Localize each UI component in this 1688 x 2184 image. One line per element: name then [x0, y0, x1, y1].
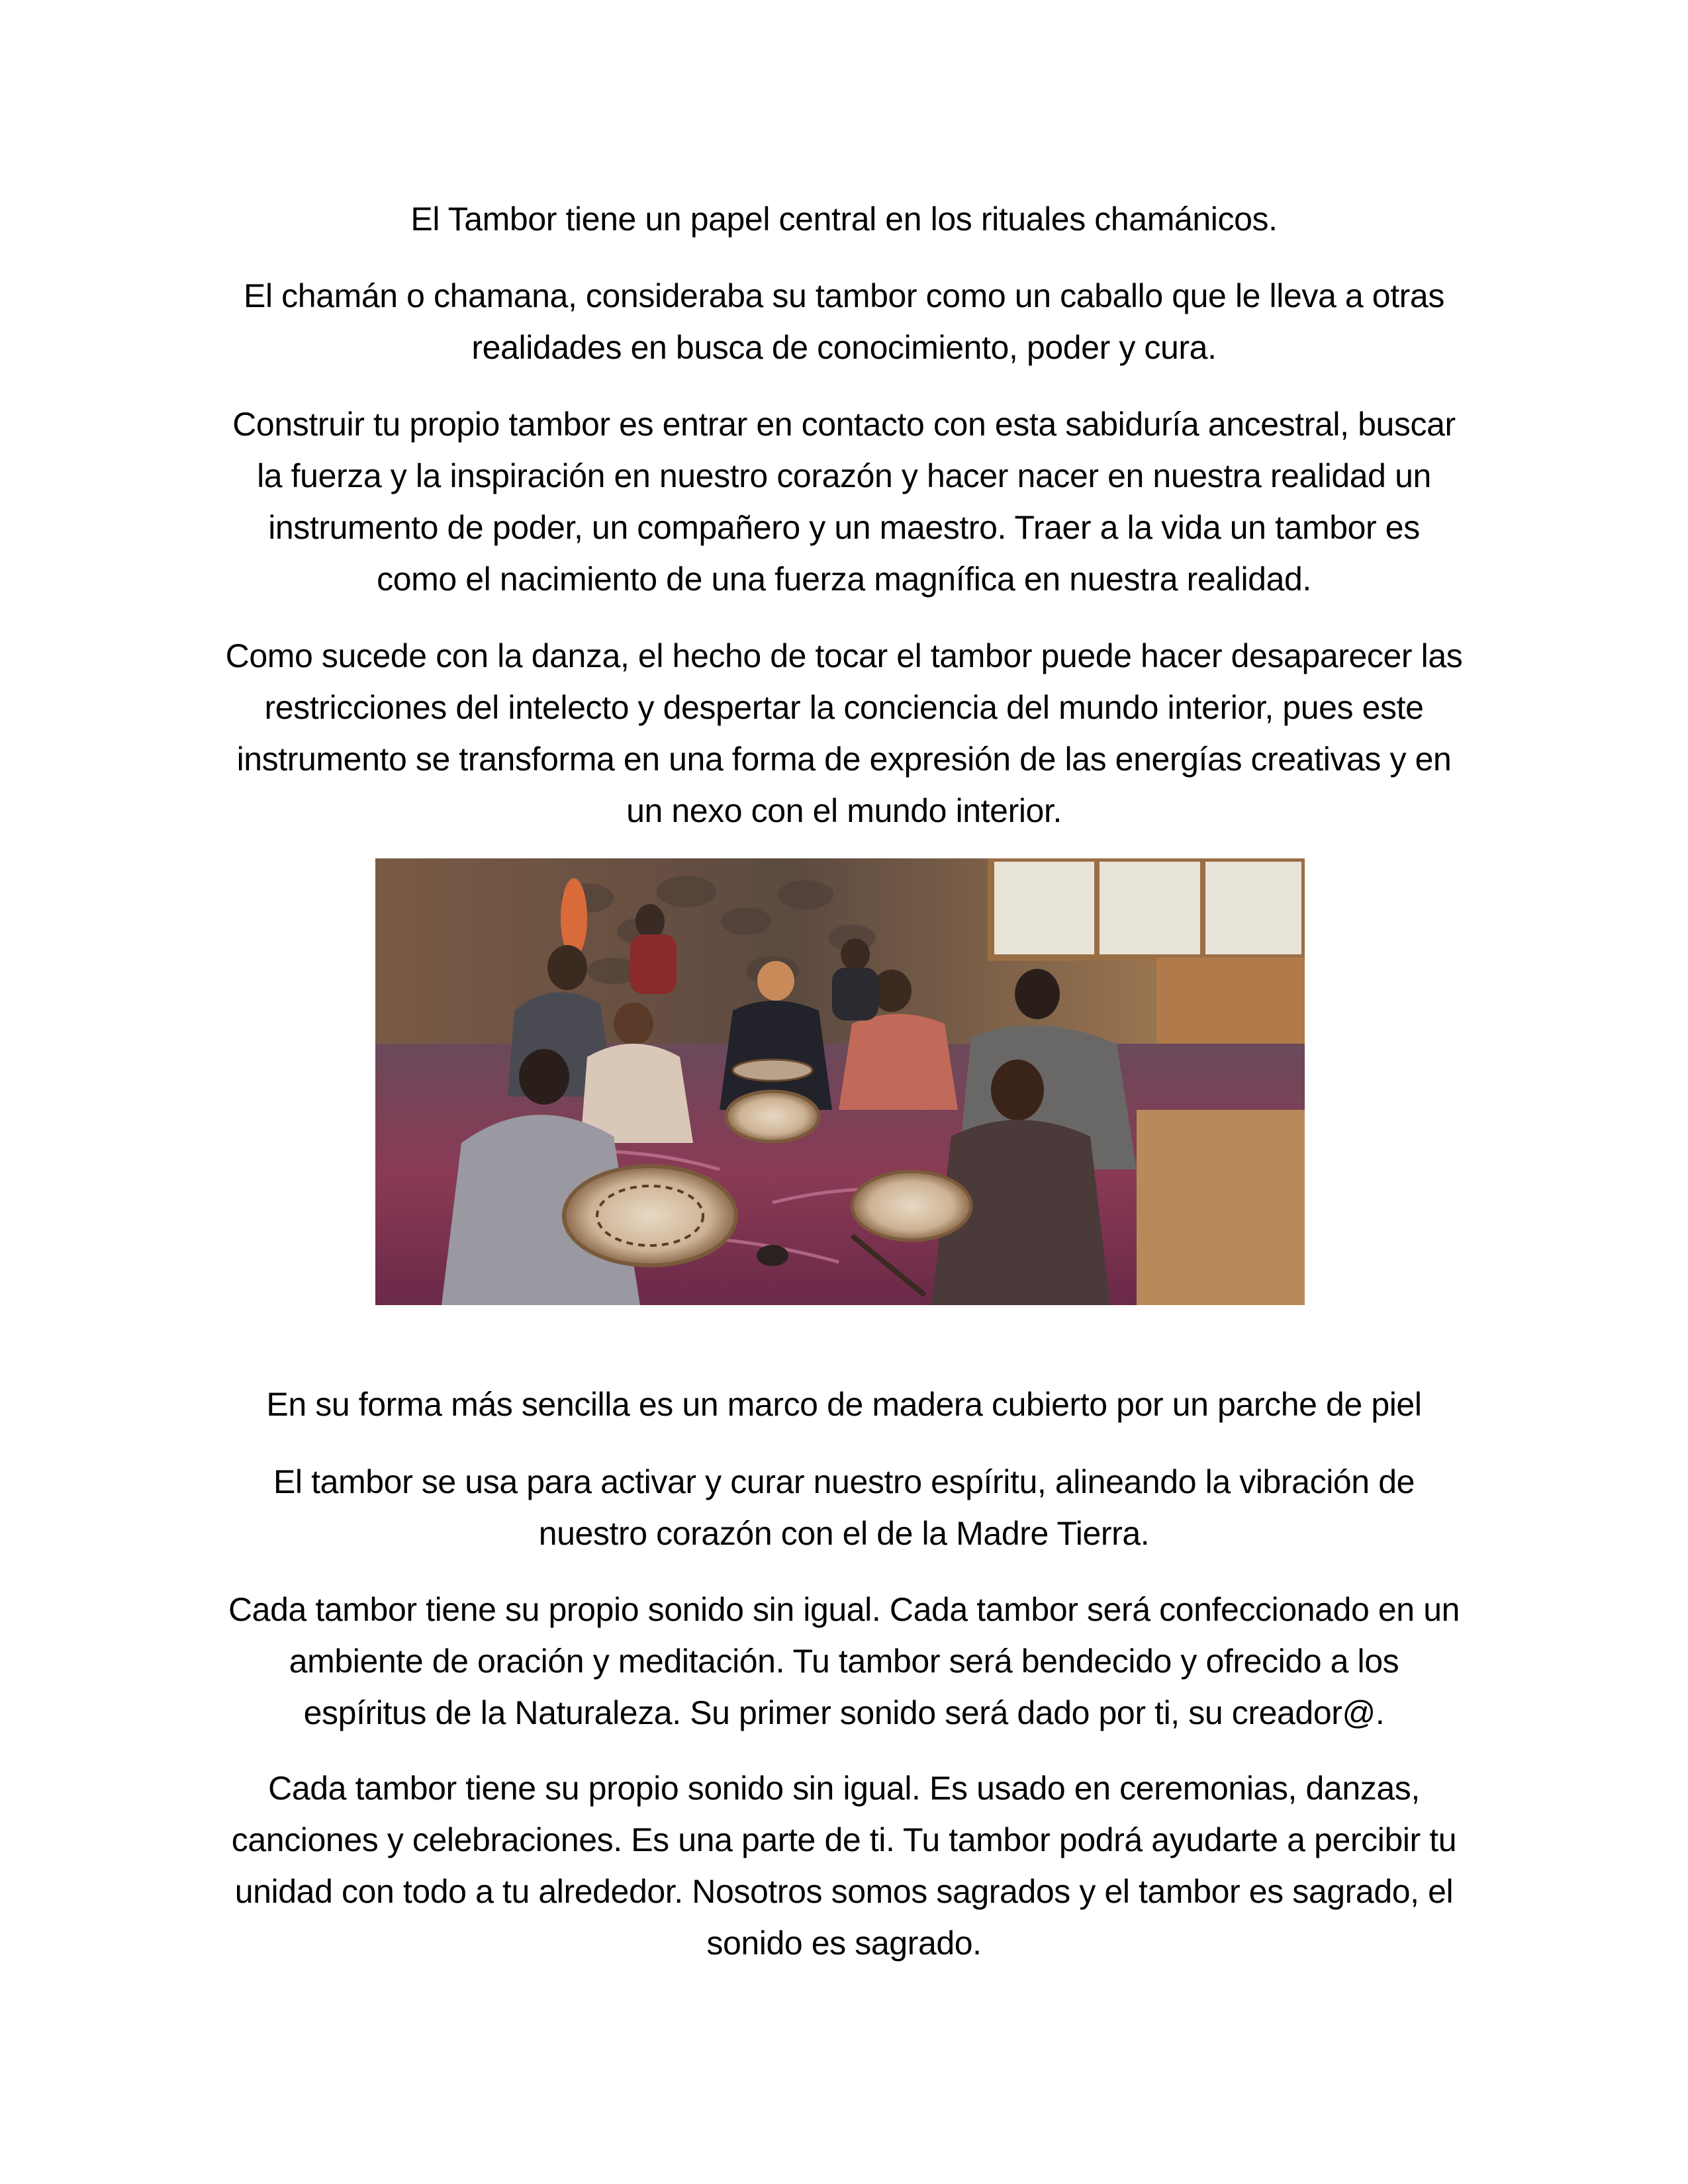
paragraph-spirit: El tambor se usa para activar y curar nuestro espíritu, alineando la vibración de nuestro corazón con el de la Madre Tierra. — [273, 1463, 1415, 1552]
drum-workshop-photo — [375, 858, 1305, 1305]
paragraph-sacred: Cada tambor tiene su propio sonido sin igual. Es usado en ceremonias, danzas, canciones y celebraciones. Es una parte de ti. Tu tambor podrá ayudarte a percibir tu unidad con todo a tu alrededor. Nosotros somos sagrados y el tambor es sagrado, el sonido es sagrado. — [231, 1770, 1457, 1962]
paragraph-frame: En su forma más sencilla es un marco de madera cubierto por un parche de piel — [266, 1386, 1422, 1423]
paragraph-build-drum: Construir tu propio tambor es entrar en contacto con esta sabiduría ancestral, buscar la fuerza y la inspiración en nuestro corazón y hacer nacer en nuestra realidad un instrumento de poder, un compañero y un maestro. Traer a la vida un tambor es como el nacimiento de una fuerza magnífica en nuestra realidad. — [232, 406, 1456, 598]
paragraph-unique-sound: Cada tambor tiene su propio sonido sin igual. Cada tambor será confeccionado en un ambiente de oración y meditación. Tu tambor será bendecido y ofrecido a los espíritus de la Naturaleza. Su primer sonido será dado por ti, su creador@. — [228, 1591, 1460, 1731]
paragraph-dance: Como sucede con la danza, el hecho de tocar el tambor puede hacer desaparecer las restricciones del intelecto y despertar la conciencia del mundo interior, pues este instrumento se transforma en una forma de expresión de las energías creativas y en un nexo con el mundo interior. — [225, 637, 1463, 829]
paragraph-intro: El Tambor tiene un papel central en los rituales chamánicos. — [410, 201, 1278, 238]
paragraph-shaman-horse: El chamán o chamana, consideraba su tambor como un caballo que le lleva a otras realidades en busca de conocimiento, poder y cura. — [244, 277, 1444, 366]
